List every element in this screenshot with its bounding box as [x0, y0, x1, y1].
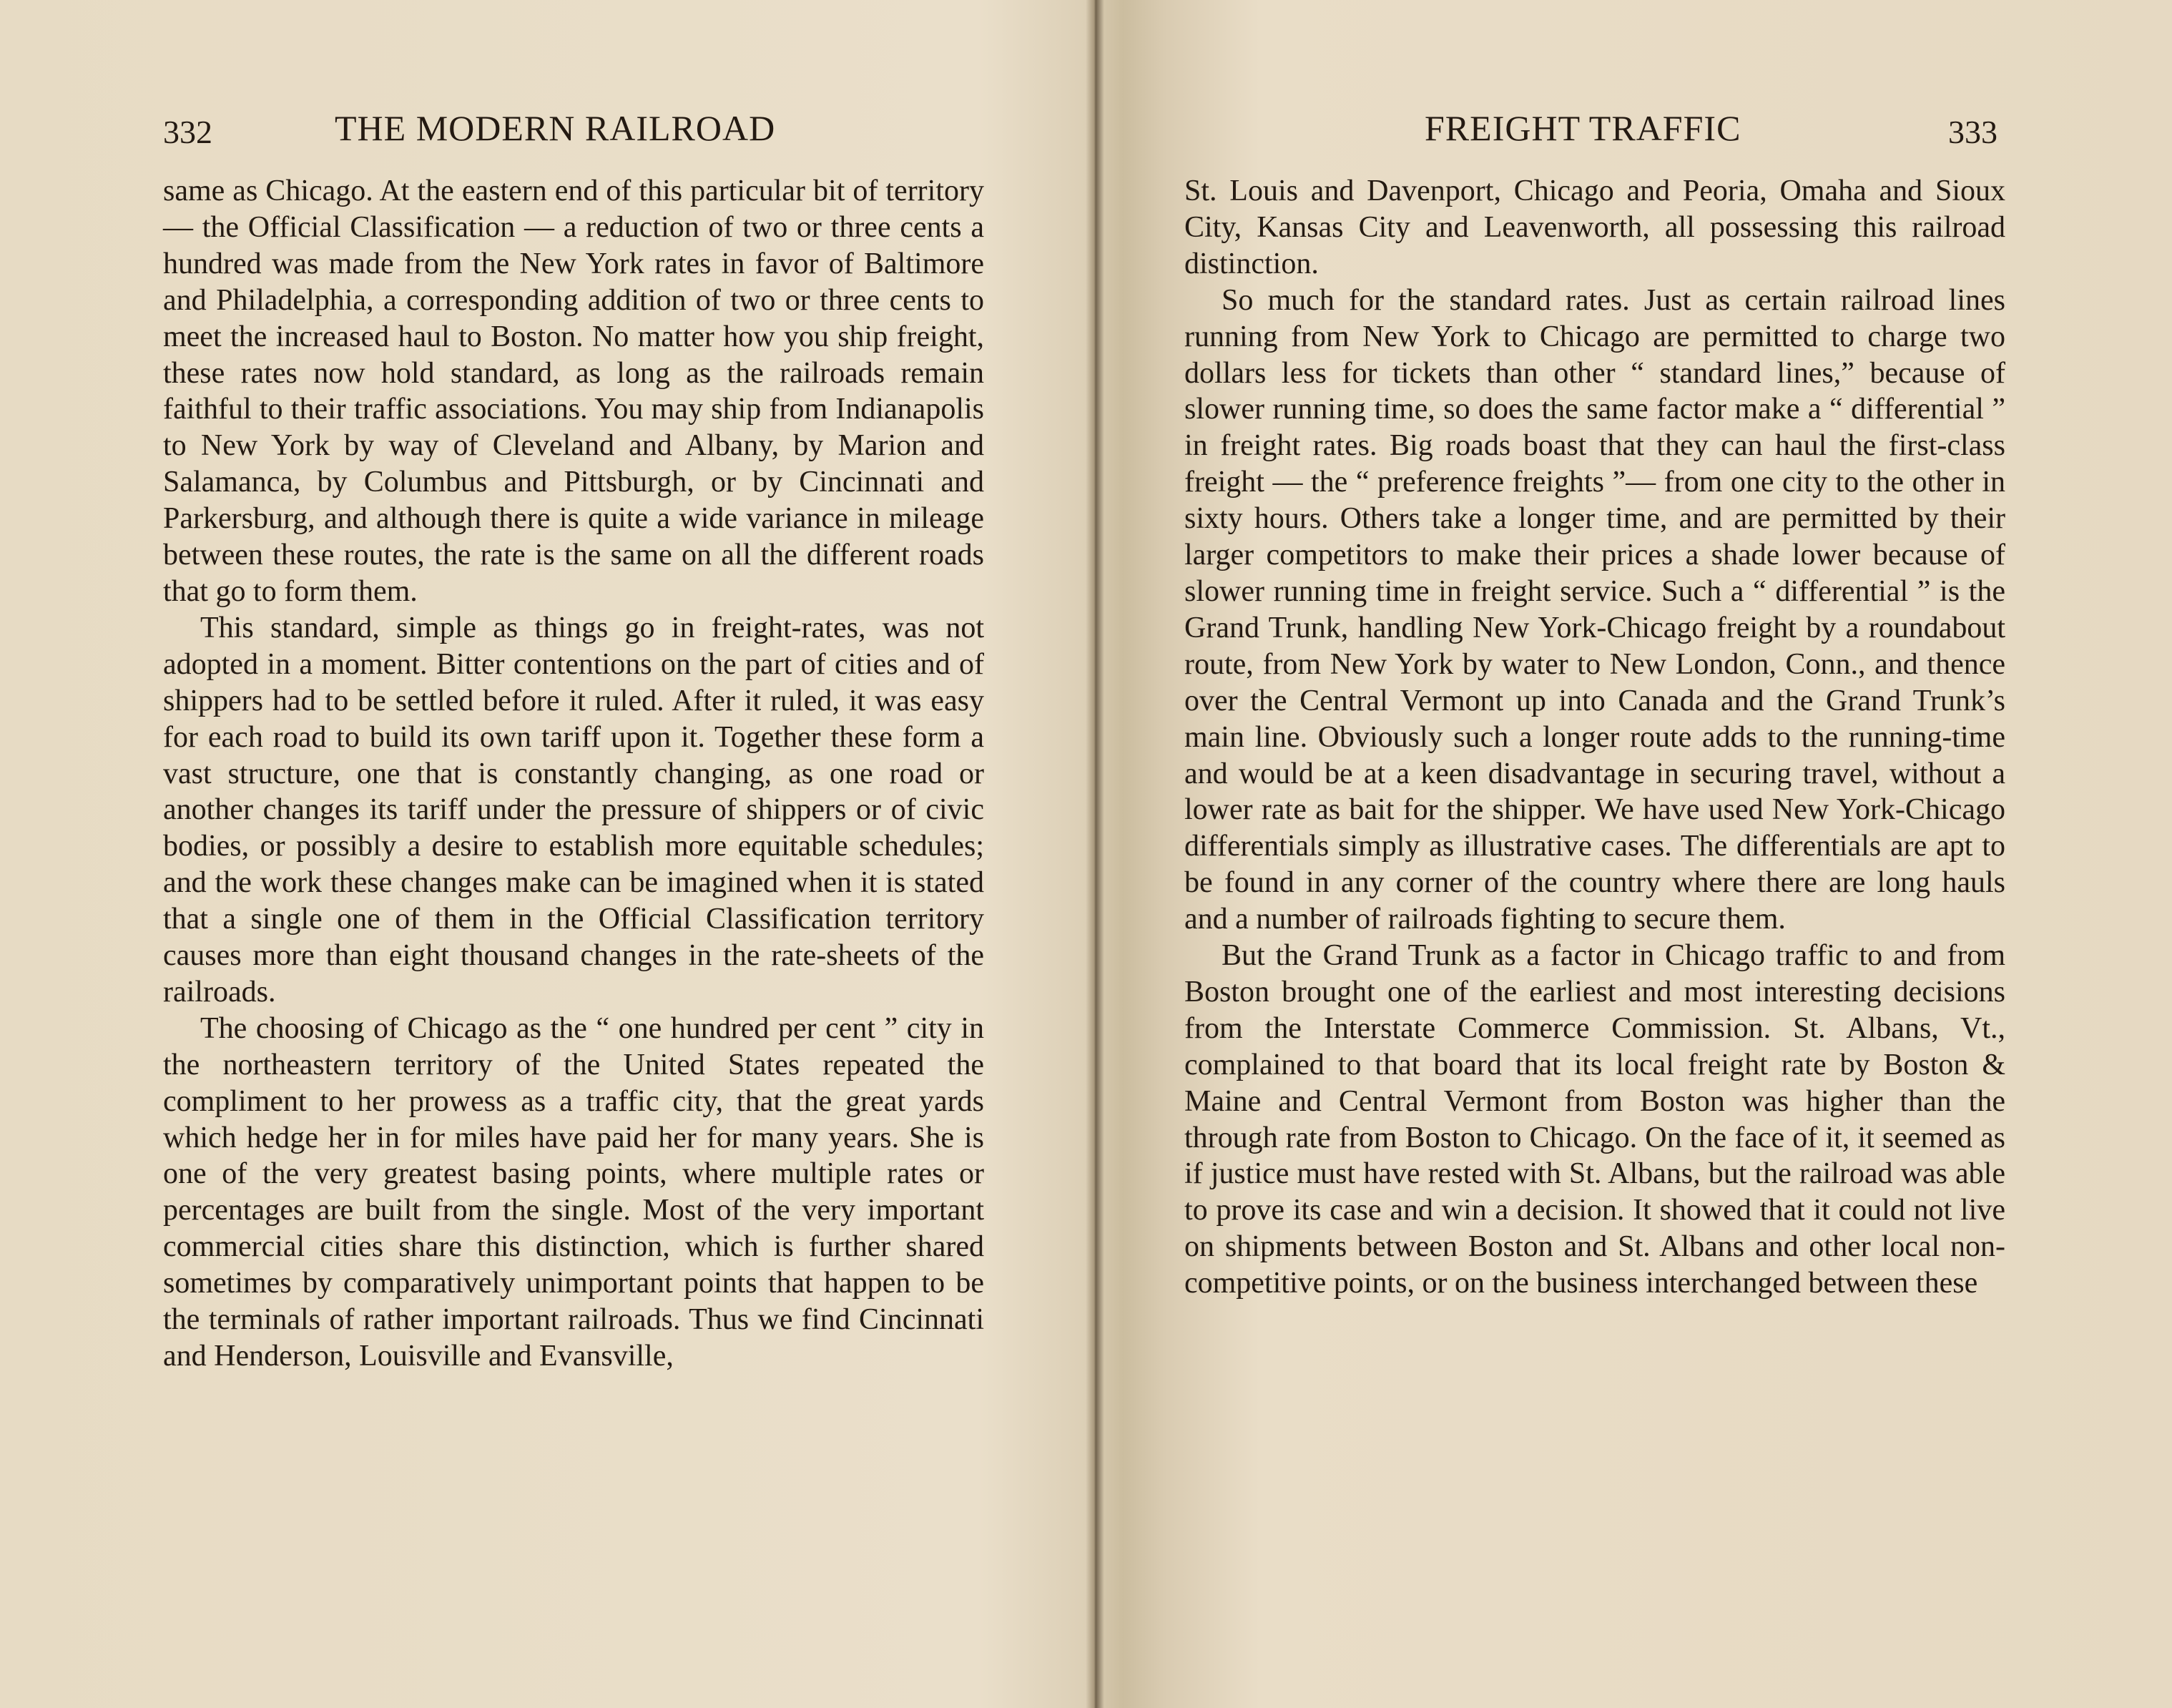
paragraph: St. Louis and Davenport, Chicago and Peoria, Omaha and Sioux City, Kansas City and Leavenworth, all possessing this railroad distinction. [1184, 175, 2005, 280]
book-gutter [1086, 0, 1104, 1708]
paragraph: But the Grand Trunk as a factor in Chicago traffic to and from Boston brought one of the earliest and most interesting decisions from the Interstate Commerce Commission. St. Albans, Vt., complained to that board that its local freight rate by Boston & Maine and Central Vermont from Boston was higher than the through rate from Boston to Chicago. On the face of it, it seemed as if justice must have rested with St. Albans, but the railroad was able to prove its case and win a decision. It showed that it could not live on shipments between Boston and St. Albans and other local non-competitive points, or on the business interchanged between these [1184, 939, 2005, 1300]
body-text [1184, 173, 2005, 1302]
page-number: 332 [163, 114, 212, 150]
paragraph: The choosing of Chicago as the “ one hundred per cent ” city in the northeastern territory of the United States repeated the compliment to her prowess as a traffic city, that the great yards which hedge her in for miles have paid her for many years. She is one of the very greatest basing points, where multiple rates or percentages are built from the single. Most of the very important commercial cities share this distinction, which is further shared sometimes by comparatively unimportant points that happen to be the terminals of rather important railroads. Thus we find Cincinnati and Henderson, Louisville and Evansville, [163, 1011, 984, 1373]
running-head: FREIGHT TRAFFIC [1425, 108, 1741, 148]
right-page [1104, 0, 2172, 1708]
paragraph: So much for the standard rates. Just as certain railroad lines running from New York to Chicago are permitted to charge two dollars less for tickets than other “ standard lines,” because of slower running time, so does the same factor make a “ differential ” in freight rates. Big roads boast that they can haul the first-class freight — the “ preference freights ”— from one city to the other in sixty hours. Others take a longer time, and are permitted by their larger competitors to make their prices a shade lower because of slower running time in freight service. Such a “ differential ” is the Grand Trunk, handling New York-Chicago freight by a roundabout route, from New York by water to New London, Conn., and thence over the Central Vermont up into Canada and the Grand Trunk’s main line. Obviously such a longer route adds to the running-time and would be at a keen disadvantage in securing travel, without a lower rate as bait for the shipper. We have used New York-Chicago differentials simply as illustrative cases. The differentials are apt to be found in any corner of the country where there are long hauls and a number of railroads fighting to secure them. [1184, 283, 2005, 936]
paragraph: same as Chicago. At the eastern end of this particular bit of territory — the Official Classification — a reduction of two or three cents a hundred was made from the New York rates in favor of Baltimore and Philadelphia, a corresponding addition of two or three cents to meet the increased haul to Boston. No matter how you ship freight, these rates now hold standard, as long as the railroads remain faithful to their traffic associations. You may ship from Indianapolis to New York by way of Cleveland and Albany, by Marion and Salamanca, by Columbus and Pittsburgh, or by Cincinnati and Parkersburg, and although there is quite a wide variance in mileage between these routes, the rate is the same on all the different roads that go to form them. [163, 175, 984, 608]
paragraph: This standard, simple as things go in freight-rates, was not adopted in a moment. Bitter contentions on the part of cities and of shippers had to be settled before it ruled. After it ruled, it was easy for each road to build its own tariff upon it. Together these form a vast structure, one that is constantly changing, as one road or another changes its tariff under the pressure of shippers or of civic bodies, or possibly a desire to establish more equitable schedules; and the work these changes make can be imagined when it is stated that a single one of them in the Official Classification territory causes more than eight thousand changes in the rate-sheets of the railroads. [163, 611, 984, 1008]
page-number: 333 [1948, 114, 1997, 150]
body-text [163, 173, 984, 1375]
running-head: THE MODERN RAILROAD [335, 108, 776, 148]
